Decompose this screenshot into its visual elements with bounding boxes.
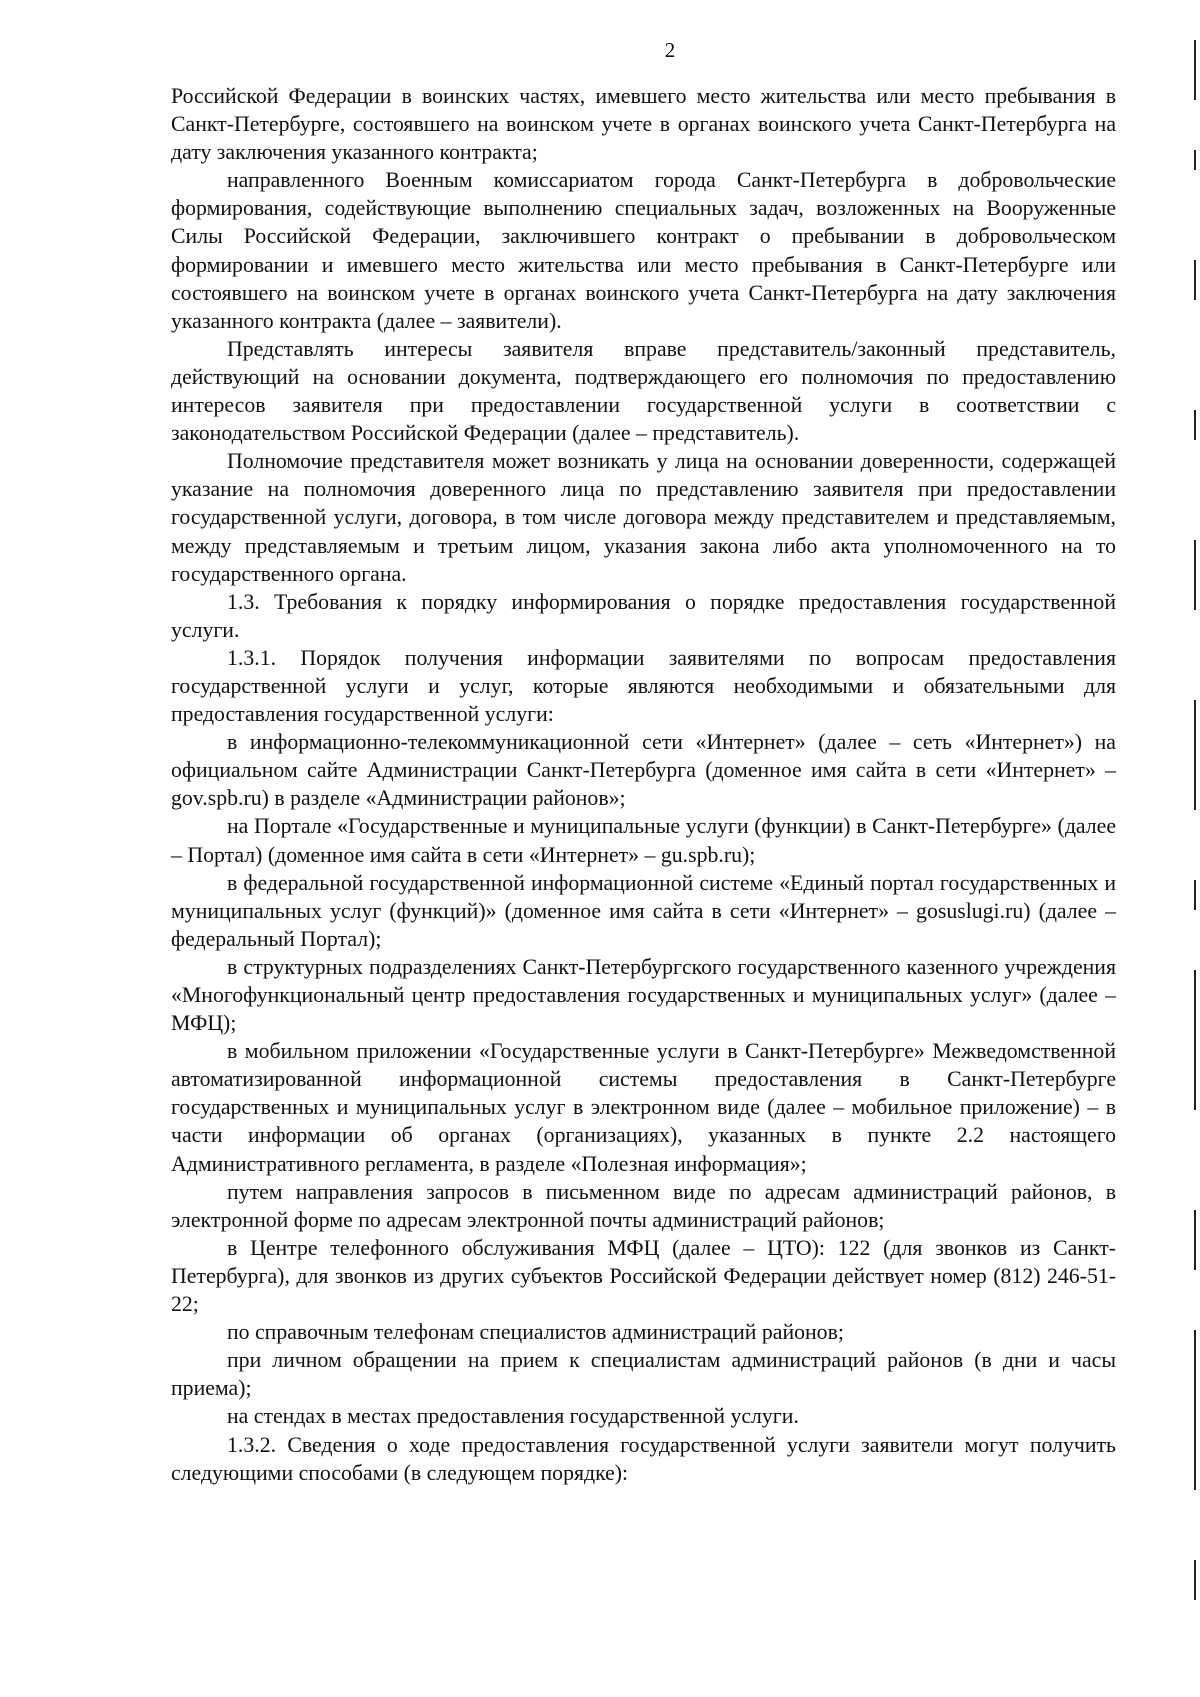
scan-edge-artifact: [1186, 0, 1200, 1697]
list-item: в структурных подразделениях Санкт-Петербургского государственного казенного учреждения «Многофункциональный центр предоставления государственных и муниципальных услуг» (далее – МФЦ);: [171, 954, 1116, 1036]
section-1-3-1: 1.3.1. Порядок получения информации заявителями по вопросам предоставления государственной услуги и услуг, которые являются необходимыми и обязательными для предоставления государственной услуги:: [171, 645, 1116, 727]
list-item: на стендах в местах предоставления государственной услуги.: [227, 1404, 799, 1429]
list-item: в федеральной государственной информационной системе «Единый портал государственных и муниципальных услуг (функций)» (доменное имя сайта в сети «Интернет» – gosuslugi.ru) (далее – федеральный Портал);: [171, 870, 1116, 951]
page-number: 2: [664, 38, 676, 62]
list-item: путем направления запросов в письменном виде по адресам администраций районов, в электронной форме по адресам электронной почты администраций районов;: [171, 1179, 1116, 1232]
paragraph: направленного Военным комиссариатом города Санкт-Петербурга в добровольческие формирования, содействующие выполнению специальных задач, возложенных на Вооруженные Силы Российской Федерации, заключившего контракт о пребывании в добровольческом формировании и имевшего место жительства или место пребывания в Санкт-Петербурге или состоявшего на воинском учете в органах воинского учета Санкт-Петербурга на дату заключения указанного контракта (далее – заявители).: [171, 168, 1116, 333]
section-1-3-2: 1.3.2. Сведения о ходе предоставления государственной услуги заявители могут получить следующими способами (в следующем порядке):: [171, 1432, 1116, 1485]
paragraph: Полномочие представителя может возникать у лица на основании доверенности, содержащей указание на полномочия доверенного лица по представлению заявителя при предоставлении государственной услуги, договора, в том числе договора между представителем и представляемым, между представляемым и третьим лицом, указания закона либо акта уполномоченного на то государственного органа.: [171, 449, 1116, 586]
list-item: при личном обращении на прием к специалистам администраций районов (в дни и часы приема);: [171, 1348, 1116, 1401]
section-heading-1-3: 1.3. Требования к порядку информирования о порядке предоставления государственной услуги.: [171, 589, 1116, 642]
paragraph: Российской Федерации в воинских частях, имевшего место жительства или место пребывания в Санкт-Петербурге, состоявшего на воинском учете в органах воинского учета Санкт-Петербурга на дату заключения указанного контракта;: [171, 84, 1116, 165]
list-item: на Портале «Государственные и муниципальные услуги (функции) в Санкт-Петербурге» (далее – Портал) (доменное имя сайта в сети «Интернет» – gu.spb.ru);: [171, 814, 1116, 867]
list-item: в Центре телефонного обслуживания МФЦ (далее – ЦТО): 122 (для звонков из Санкт-Петербурга), для звонков из других субъектов Российской Федерации действует номер (812) 246-51-22;: [171, 1235, 1116, 1317]
paragraph: Представлять интересы заявителя вправе представитель/законный представитель, действующий на основании документа, подтверждающего его полномочия по предоставлению интересов заявителя при предоставлении государственной услуги в соответствии с законодательством Российской Федерации (далее – представитель).: [171, 336, 1116, 446]
list-item: в информационно-телекоммуникационной сети «Интернет» (далее – сеть «Интернет») на официальном сайте Администрации Санкт-Петербурга (доменное имя сайта в сети «Интернет» – gov.spb.ru) в разделе «Администрации районов»;: [171, 730, 1116, 811]
list-item: в мобильном приложении «Государственные услуги в Санкт-Петербурге» Межведомственной автоматизированной информационной системы предоставления в Санкт-Петербурге государственных и муниципальных услуг в электронном виде (далее – мобильное приложение) – в части информации об органах (организациях), указанных в пункте 2.2 настоящего Административного регламента, в разделе «Полезная информация»;: [171, 1039, 1116, 1176]
list-item: по справочным телефонам специалистов администраций районов;: [227, 1320, 844, 1345]
document-body: [171, 82, 1116, 1487]
